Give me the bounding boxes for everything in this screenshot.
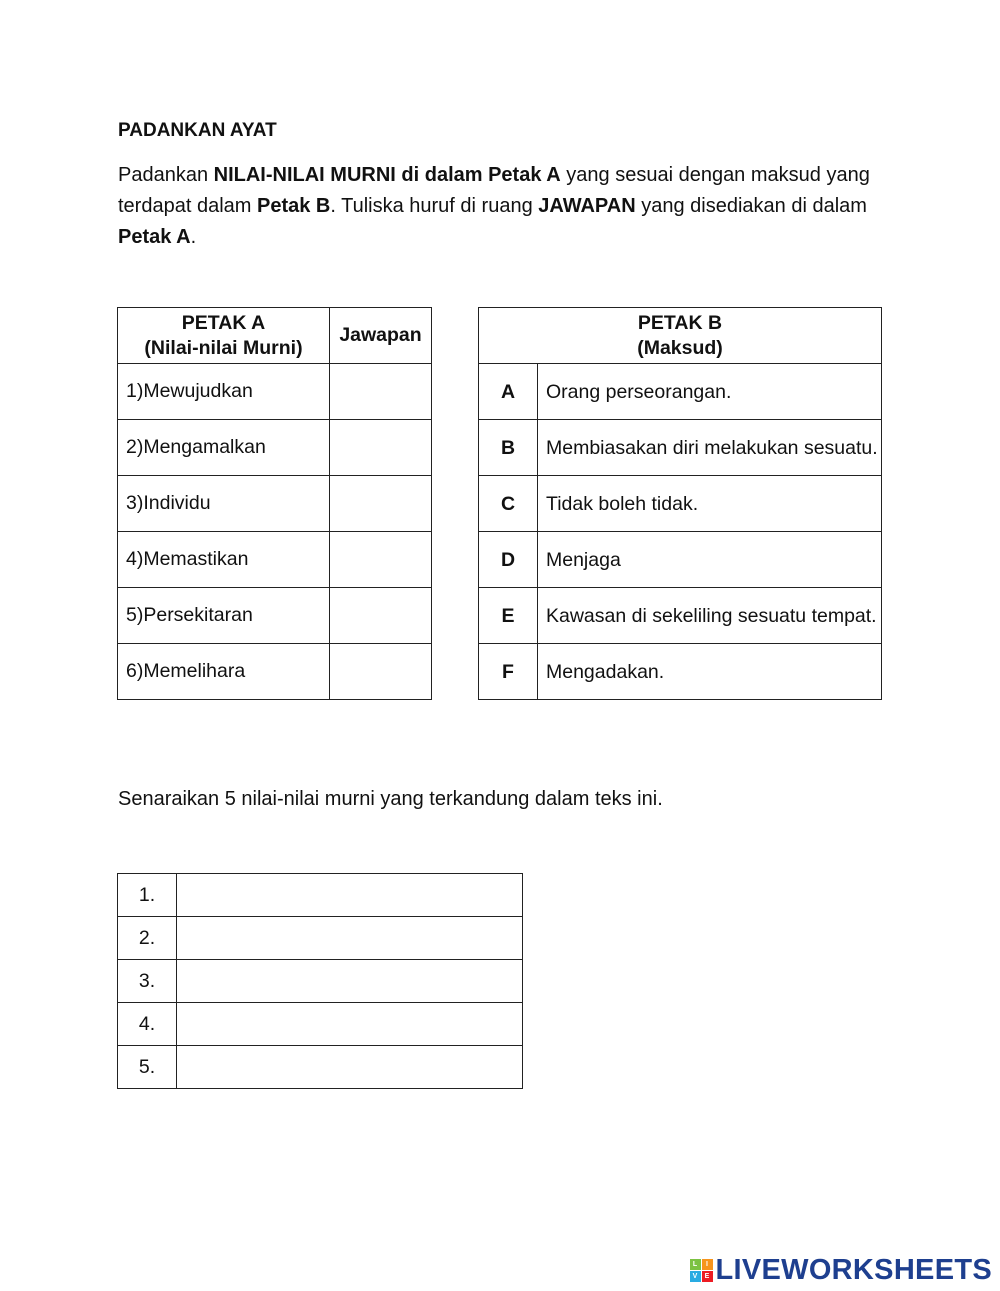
list-prompt: Senaraikan 5 nilai-nilai murni yang terkandung dalam teks ini. (118, 788, 663, 810)
nilai-item: 5)Persekitaran (118, 588, 330, 644)
instructions-bold: Petak B (256, 195, 331, 217)
list-number: 2. (118, 917, 177, 960)
nilai-item: 2)Mengamalkan (118, 420, 330, 476)
logo-blocks-icon (690, 1259, 713, 1282)
nilai-item: 1)Mewujudkan (118, 364, 330, 420)
nilai-item: 4)Memastikan (118, 532, 330, 588)
petak-b-table (478, 307, 882, 700)
answer-cell[interactable] (330, 644, 432, 700)
table-row (479, 364, 882, 420)
table-row (479, 588, 882, 644)
petak-a-header-subtitle: (Nilai-nilai Murni) (144, 336, 303, 359)
table-row (479, 476, 882, 532)
petak-a-header-title: PETAK A (181, 311, 266, 334)
maksud-letter: E (479, 588, 538, 644)
logo-block: I (702, 1259, 713, 1270)
table-row (479, 420, 882, 476)
instructions (118, 160, 898, 253)
table-row (118, 1046, 523, 1089)
list-answer-cell[interactable] (177, 874, 523, 917)
answer-header: Jawapan (330, 308, 432, 364)
instructions-text: yang disediakan di dalam (635, 195, 867, 217)
nilai-list-table (117, 873, 523, 1089)
logo-block: E (702, 1271, 713, 1282)
instructions-bold: Petak A (118, 226, 191, 248)
page-title: PADANKAN AYAT (118, 120, 277, 141)
list-answer-cell[interactable] (177, 960, 523, 1003)
maksud-text: Mengadakan. (538, 644, 882, 700)
list-answer-cell[interactable] (177, 917, 523, 960)
instructions-text: . (190, 226, 197, 248)
nilai-item: 6)Memelihara (118, 644, 330, 700)
instructions-text: yang sesuai dengan maksud yang terdapat dalam (118, 164, 870, 217)
maksud-text: Menjaga (538, 532, 882, 588)
maksud-letter: A (479, 364, 538, 420)
list-number: 5. (118, 1046, 177, 1089)
table-row (118, 917, 523, 960)
petak-b-header-title: PETAK B (637, 311, 723, 334)
logo-block: V (690, 1271, 701, 1282)
answer-cell[interactable] (330, 420, 432, 476)
petak-a-header (118, 308, 330, 364)
maksud-text: Tidak boleh tidak. (538, 476, 882, 532)
table-row (118, 960, 523, 1003)
petak-a-table (117, 307, 432, 700)
maksud-letter: D (479, 532, 538, 588)
petak-b-header (479, 308, 882, 364)
maksud-letter: F (479, 644, 538, 700)
liveworksheets-logo (690, 1254, 993, 1287)
maksud-text: Kawasan di sekeliling sesuatu tempat. (538, 588, 882, 644)
petak-b-header-subtitle: (Maksud) (637, 336, 723, 359)
instructions-bold: JAWAPAN (538, 195, 636, 217)
list-number: 3. (118, 960, 177, 1003)
table-row (479, 532, 882, 588)
answer-cell[interactable] (330, 364, 432, 420)
maksud-letter: B (479, 420, 538, 476)
answer-cell[interactable] (330, 532, 432, 588)
list-number: 4. (118, 1003, 177, 1046)
table-row (118, 476, 432, 532)
table-row (118, 644, 432, 700)
maksud-letter: C (479, 476, 538, 532)
table-row (118, 588, 432, 644)
instructions-bold: NILAI-NILAI MURNI di dalam Petak A (213, 164, 561, 186)
list-answer-cell[interactable] (177, 1003, 523, 1046)
list-number: 1. (118, 874, 177, 917)
logo-text: LIVEWORKSHEETS (715, 1254, 992, 1286)
list-answer-cell[interactable] (177, 1046, 523, 1089)
answer-cell[interactable] (330, 476, 432, 532)
instructions-text: Padankan (118, 164, 214, 186)
instructions-text: . Tuliska huruf di ruang (330, 195, 539, 217)
table-row (118, 420, 432, 476)
table-row (118, 364, 432, 420)
table-row (118, 1003, 523, 1046)
maksud-text: Orang perseorangan. (538, 364, 882, 420)
table-row (118, 874, 523, 917)
table-row (118, 532, 432, 588)
table-row (479, 644, 882, 700)
answer-cell[interactable] (330, 588, 432, 644)
nilai-item: 3)Individu (118, 476, 330, 532)
maksud-text: Membiasakan diri melakukan sesuatu. (538, 420, 882, 476)
logo-block: L (690, 1259, 701, 1270)
